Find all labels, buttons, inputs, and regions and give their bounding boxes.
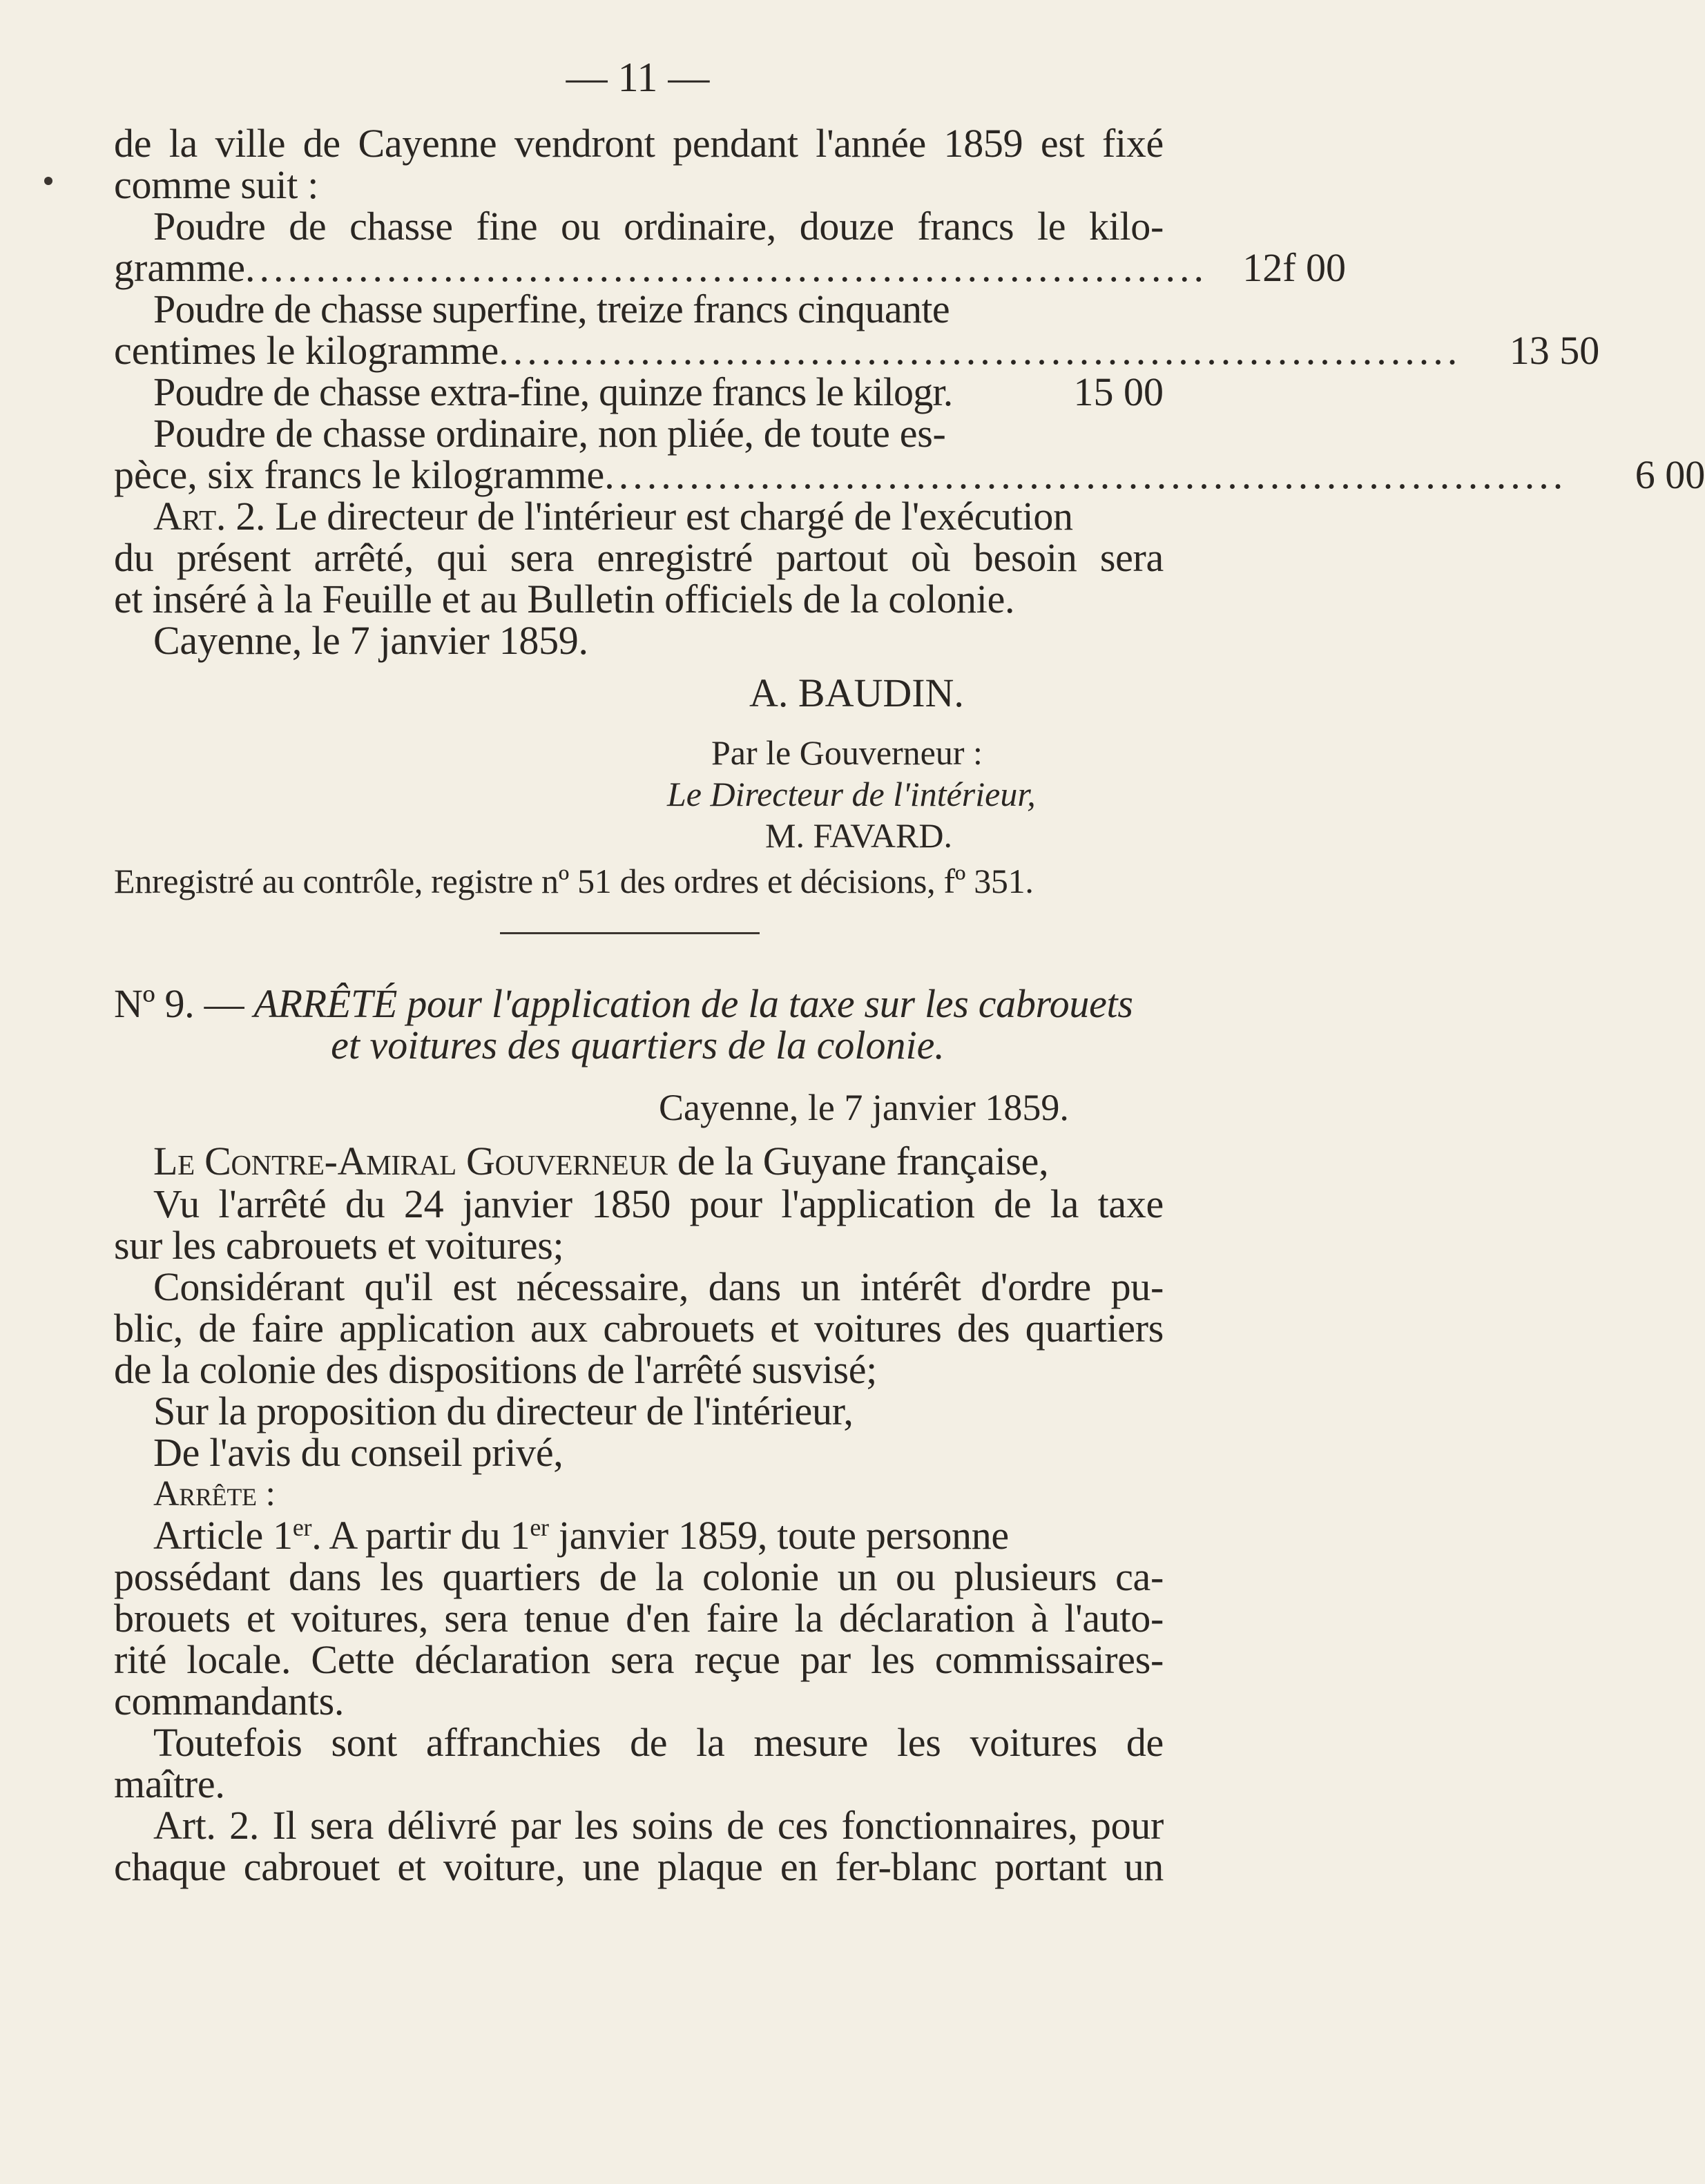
signature-role: Le Directeur de l'intérieur, — [667, 775, 1036, 813]
price-item-4-line1: Poudre de chasse ordinaire, non pliée, de toute es- — [153, 411, 946, 456]
article2-line1: Art. 2. Il sera délivré par les soins de ces fonctionnaires, pour — [153, 1803, 1164, 1848]
price-item-2-line2: centimes le kilogramme — [114, 328, 499, 373]
article1-line4: rité locale. Cette déclaration sera reçue par les commissaires- — [114, 1637, 1164, 1682]
article2-line2: chaque cabrouet et voiture, une plaque en fer-blanc portant un — [114, 1844, 1164, 1889]
page-number: — 11 — — [566, 55, 710, 100]
signature-by: Par le Gouverneur : — [711, 733, 983, 772]
decree-date: Cayenne, le 7 janvier 1859. — [659, 1087, 1069, 1128]
price-item-2-leader: .................................................................... — [499, 328, 1462, 373]
decree-title: ARRÊTÉ pour l'application de la taxe sur les cabrouets — [253, 981, 1133, 1026]
art2-line2: du présent arrêté, qui sera enregistré partout où besoin sera — [114, 535, 1164, 580]
article1-sup: er — [292, 1514, 312, 1541]
avis-line: De l'avis du conseil privé, — [153, 1430, 563, 1475]
price-item-1-row — [114, 245, 1347, 290]
article1-line3: brouets et voitures, sera tenue d'en faire la déclaration à l'auto- — [114, 1596, 1164, 1641]
article1-mid: . A partir du 1 — [311, 1513, 530, 1558]
article1-tail: janvier 1859, toute personne — [548, 1513, 1009, 1558]
article1-line1 — [153, 1515, 1164, 1556]
price-item-3-row — [114, 371, 1164, 413]
price-item-1-leader: .................................................................... — [245, 245, 1208, 290]
decree-title-line1 — [114, 983, 1164, 1025]
considerant-line1: Considérant qu'il est nécessaire, dans un intérêt d'ordre pu- — [153, 1264, 1164, 1309]
registration-note: Enregistré au contrôle, registre nº 51 des ordres et décisions, fº 351. — [114, 862, 1034, 900]
art2-line3: et inséré à la Feuille et au Bulletin officiels de la colonie. — [114, 577, 1015, 621]
decree-title-line2: et voitures des quartiers de la colonie. — [331, 1023, 945, 1067]
signature-name2: M. FAVARD. — [765, 816, 952, 855]
price-item-1-line2: gramme — [114, 245, 246, 290]
price-item-2-line1: Poudre de chasse superfine, treize francs cinquante — [153, 287, 950, 331]
ink-speck — [44, 177, 52, 185]
toutefois-line1: Toutefois sont affranchies de la mesure les voitures de — [153, 1720, 1164, 1765]
considerant-line3: de la colonie des dispositions de l'arrêté susvisé; — [114, 1347, 877, 1392]
considerant-line2: blic, de faire application aux cabrouets et voitures des quartiers — [114, 1306, 1164, 1351]
price-item-1-line1: Poudre de chasse fine ou ordinaire, douze francs le kilo- — [153, 204, 1164, 249]
price-item-4-leader: .................................................................... — [604, 452, 1568, 497]
price-item-4-amount: 6 00 — [1635, 452, 1705, 497]
decree-dash: — — [204, 981, 244, 1026]
arrete-heading: Arrête : — [153, 1474, 276, 1514]
date-line: Cayenne, le 7 janvier 1859. — [153, 618, 588, 663]
section-divider — [500, 932, 760, 934]
proposition-line: Sur la proposition du directeur de l'intérieur, — [153, 1389, 854, 1433]
article1-sup2: er — [530, 1514, 549, 1541]
price-item-4-row — [114, 452, 1705, 497]
price-item-3-line1: Poudre de chasse extra-fine, quinze francs le kilogr. — [153, 369, 953, 414]
signature-name: A. BAUDIN. — [749, 670, 964, 715]
decree-number: Nº 9. — [114, 981, 195, 1026]
prices-intro-line2: comme suit : — [114, 162, 319, 207]
article1-head: Article 1 — [153, 1513, 293, 1558]
decree-issuer — [153, 1141, 1164, 1182]
price-item-1-amount: 12f 00 — [1242, 245, 1347, 290]
vu-line1: Vu l'arrêté du 24 janvier 1850 pour l'application de la taxe — [153, 1181, 1164, 1226]
price-item-2-amount: 13 50 — [1509, 328, 1600, 373]
article1-line5: commandants. — [114, 1679, 345, 1723]
prices-intro-line1: de la ville de Cayenne vendront pendant l'année 1859 est fixé — [114, 121, 1164, 166]
price-item-4-line2: pèce, six francs le kilogramme — [114, 452, 605, 497]
price-item-2-row — [114, 328, 1600, 373]
art2-line1 — [153, 496, 1164, 537]
article1-line2: possédant dans les quartiers de la colonie un ou plusieurs ca- — [114, 1554, 1164, 1599]
price-item-3-amount: 15 00 — [1073, 369, 1164, 414]
toutefois-line2: maître. — [114, 1761, 225, 1806]
issuer-prefix: Le Contre-Amiral Gouverneur — [153, 1139, 668, 1183]
art2-text: 2. Le directeur de l'intérieur est chargé de l'exécution — [235, 494, 1073, 539]
issuer-suffix: de la Guyane française, — [677, 1139, 1049, 1183]
art2-label: Art. — [153, 494, 227, 539]
vu-line2: sur les cabrouets et voitures; — [114, 1223, 564, 1268]
